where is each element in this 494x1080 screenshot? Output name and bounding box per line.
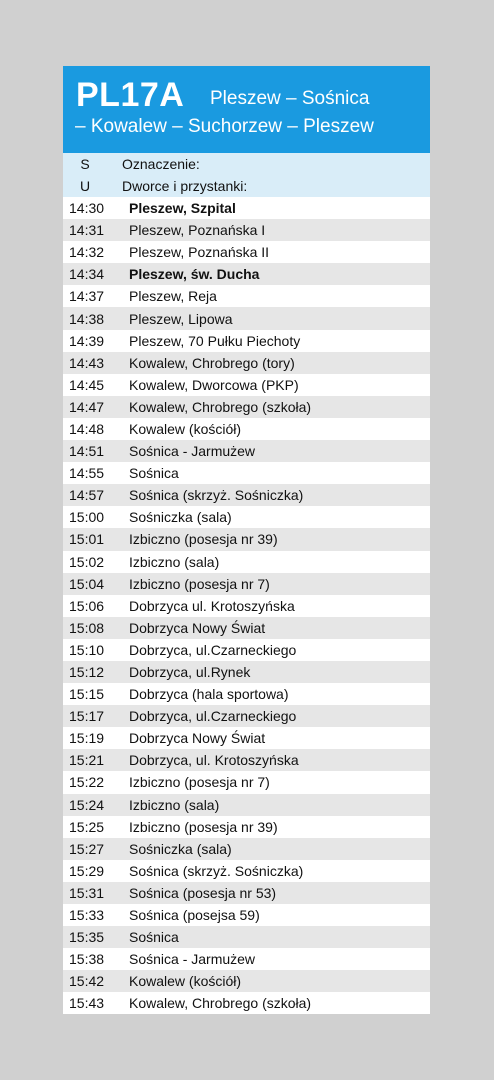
stop-name: Kowalew (kościół) xyxy=(129,420,242,437)
stop-row xyxy=(63,307,430,329)
departure-time: 15:04 xyxy=(69,575,105,592)
stop-name: Izbiczno (posesja nr 7) xyxy=(129,774,270,791)
stop-list xyxy=(63,197,430,1014)
departure-time: 15:25 xyxy=(69,818,105,835)
departure-time: 14:57 xyxy=(69,487,105,504)
departure-time: 15:27 xyxy=(69,840,105,857)
departure-time: 15:08 xyxy=(69,619,105,636)
stop-name: Dobrzyca, ul.Czarneckiego xyxy=(129,708,297,725)
stop-row xyxy=(63,860,430,882)
stop-row xyxy=(63,396,430,418)
stop-name: Izbiczno (posesja nr 7) xyxy=(129,575,270,592)
departure-time: 14:45 xyxy=(69,376,105,393)
route-description-line1: Pleszew – Sośnica xyxy=(210,88,370,109)
stop-name: Pleszew, św. Ducha xyxy=(129,266,260,283)
stop-row xyxy=(63,926,430,948)
departure-time: 15:42 xyxy=(69,973,105,990)
stop-name: Kowalew, Chrobrego (tory) xyxy=(129,354,295,371)
stop-row xyxy=(63,551,430,573)
departure-time: 14:30 xyxy=(69,200,105,217)
stop-name: Dobrzyca ul. Krotoszyńska xyxy=(129,597,295,614)
departure-time: 15:29 xyxy=(69,862,105,879)
stop-name: Kowalew, Chrobrego (szkoła) xyxy=(129,995,312,1012)
departure-time: 14:34 xyxy=(69,266,105,283)
stop-row xyxy=(63,816,430,838)
stop-name: Izbiczno (posesja nr 39) xyxy=(129,531,278,548)
stop-row xyxy=(63,241,430,263)
departure-time: 14:31 xyxy=(69,222,105,239)
departure-time: 14:43 xyxy=(69,354,105,371)
departure-time: 15:33 xyxy=(69,907,105,924)
stop-row xyxy=(63,794,430,816)
legend-label: Oznaczenie: xyxy=(122,156,200,172)
stop-row xyxy=(63,374,430,396)
stop-row xyxy=(63,528,430,550)
departure-time: 15:35 xyxy=(69,929,105,946)
stop-row xyxy=(63,595,430,617)
legend-key: S xyxy=(80,156,90,172)
stop-name: Dobrzyca Nowy Świat xyxy=(129,619,266,636)
legend xyxy=(63,153,430,197)
departure-time: 14:38 xyxy=(69,310,105,327)
stop-row xyxy=(63,749,430,771)
stop-name: Sośnica xyxy=(129,465,179,482)
stop-row xyxy=(63,617,430,639)
stop-name: Sośnica (skrzyż. Sośniczka) xyxy=(129,487,304,504)
legend-row xyxy=(63,153,430,175)
stop-row xyxy=(63,705,430,727)
stop-row xyxy=(63,197,430,219)
stop-row xyxy=(63,904,430,926)
departure-time: 15:21 xyxy=(69,752,105,769)
departure-time: 15:19 xyxy=(69,730,105,747)
stop-name: Kowalew, Chrobrego (szkoła) xyxy=(129,398,312,415)
stop-name: Pleszew, Poznańska I xyxy=(129,222,266,239)
stop-row xyxy=(63,440,430,462)
stop-name: Sośnica (skrzyż. Sośniczka) xyxy=(129,862,304,879)
route-code: PL17A xyxy=(76,76,185,114)
stop-name: Sośnica xyxy=(129,929,179,946)
stop-row xyxy=(63,573,430,595)
departure-time: 14:32 xyxy=(69,244,105,261)
stop-name: Kowalew (kościół) xyxy=(129,973,242,990)
stop-name: Dobrzyca (hala sportowa) xyxy=(129,686,289,703)
stop-row xyxy=(63,727,430,749)
departure-time: 15:17 xyxy=(69,708,105,725)
departure-time: 15:22 xyxy=(69,774,105,791)
departure-time: 14:39 xyxy=(69,332,105,349)
stop-name: Pleszew, Reja xyxy=(129,288,217,305)
stop-name: Dobrzyca, ul.Rynek xyxy=(129,664,251,681)
stop-row xyxy=(63,639,430,661)
stop-row xyxy=(63,462,430,484)
departure-time: 14:48 xyxy=(69,420,105,437)
departure-time: 15:12 xyxy=(69,664,105,681)
stop-name: Dobrzyca, ul.Czarneckiego xyxy=(129,641,297,658)
stop-row xyxy=(63,263,430,285)
departure-time: 15:02 xyxy=(69,553,105,570)
stop-row xyxy=(63,771,430,793)
stop-name: Dobrzyca Nowy Świat xyxy=(129,730,266,747)
stop-name: Sośnica - Jarmużew xyxy=(129,443,256,460)
stop-row xyxy=(63,683,430,705)
legend-row xyxy=(63,175,430,197)
departure-time: 14:37 xyxy=(69,288,105,305)
departure-time: 15:38 xyxy=(69,951,105,968)
stop-row xyxy=(63,418,430,440)
legend-key: U xyxy=(79,178,91,194)
stop-row xyxy=(63,285,430,307)
departure-time: 15:43 xyxy=(69,995,105,1012)
departure-time: 15:24 xyxy=(69,796,105,813)
departure-time: 15:31 xyxy=(69,884,105,901)
stop-name: Sośnica - Jarmużew xyxy=(129,951,256,968)
stop-row xyxy=(63,352,430,374)
departure-time: 15:01 xyxy=(69,531,105,548)
departure-time: 14:47 xyxy=(69,398,105,415)
stop-name: Sośnica (posejsa 59) xyxy=(129,907,260,924)
stop-name: Pleszew, 70 Pułku Piechoty xyxy=(129,332,301,349)
stop-name: Izbiczno (sala) xyxy=(129,553,220,570)
stop-row xyxy=(63,948,430,970)
stop-name: Sośnica (posesja nr 53) xyxy=(129,884,277,901)
stop-name: Dobrzyca, ul. Krotoszyńska xyxy=(129,752,299,769)
departure-time: 15:15 xyxy=(69,686,105,703)
departure-time: 14:55 xyxy=(69,465,105,482)
stop-row xyxy=(63,838,430,860)
departure-time: 15:00 xyxy=(69,509,105,526)
stop-row xyxy=(63,661,430,683)
stop-row xyxy=(63,484,430,506)
stop-name: Pleszew, Poznańska II xyxy=(129,244,270,261)
stop-row xyxy=(63,330,430,352)
stop-name: Pleszew, Lipowa xyxy=(129,310,233,327)
stop-name: Sośniczka (sala) xyxy=(129,509,232,526)
stop-row xyxy=(63,882,430,904)
departure-time: 15:06 xyxy=(69,597,105,614)
stop-name: Sośniczka (sala) xyxy=(129,840,232,857)
departure-time: 14:51 xyxy=(69,443,105,460)
stop-name: Pleszew, Szpital xyxy=(129,200,236,217)
stop-row xyxy=(63,506,430,528)
stop-name: Kowalew, Dworcowa (PKP) xyxy=(129,376,299,393)
timetable-card xyxy=(63,66,430,1014)
legend-label: Dworce i przystanki: xyxy=(122,178,248,194)
stop-row xyxy=(63,970,430,992)
stop-name: Izbiczno (posesja nr 39) xyxy=(129,818,278,835)
departure-time: 15:10 xyxy=(69,641,105,658)
stop-row xyxy=(63,219,430,241)
route-header xyxy=(63,66,430,153)
stop-name: Izbiczno (sala) xyxy=(129,796,220,813)
stop-row xyxy=(63,992,430,1014)
route-description-line2: – Kowalew – Suchorzew – Pleszew xyxy=(75,116,374,137)
